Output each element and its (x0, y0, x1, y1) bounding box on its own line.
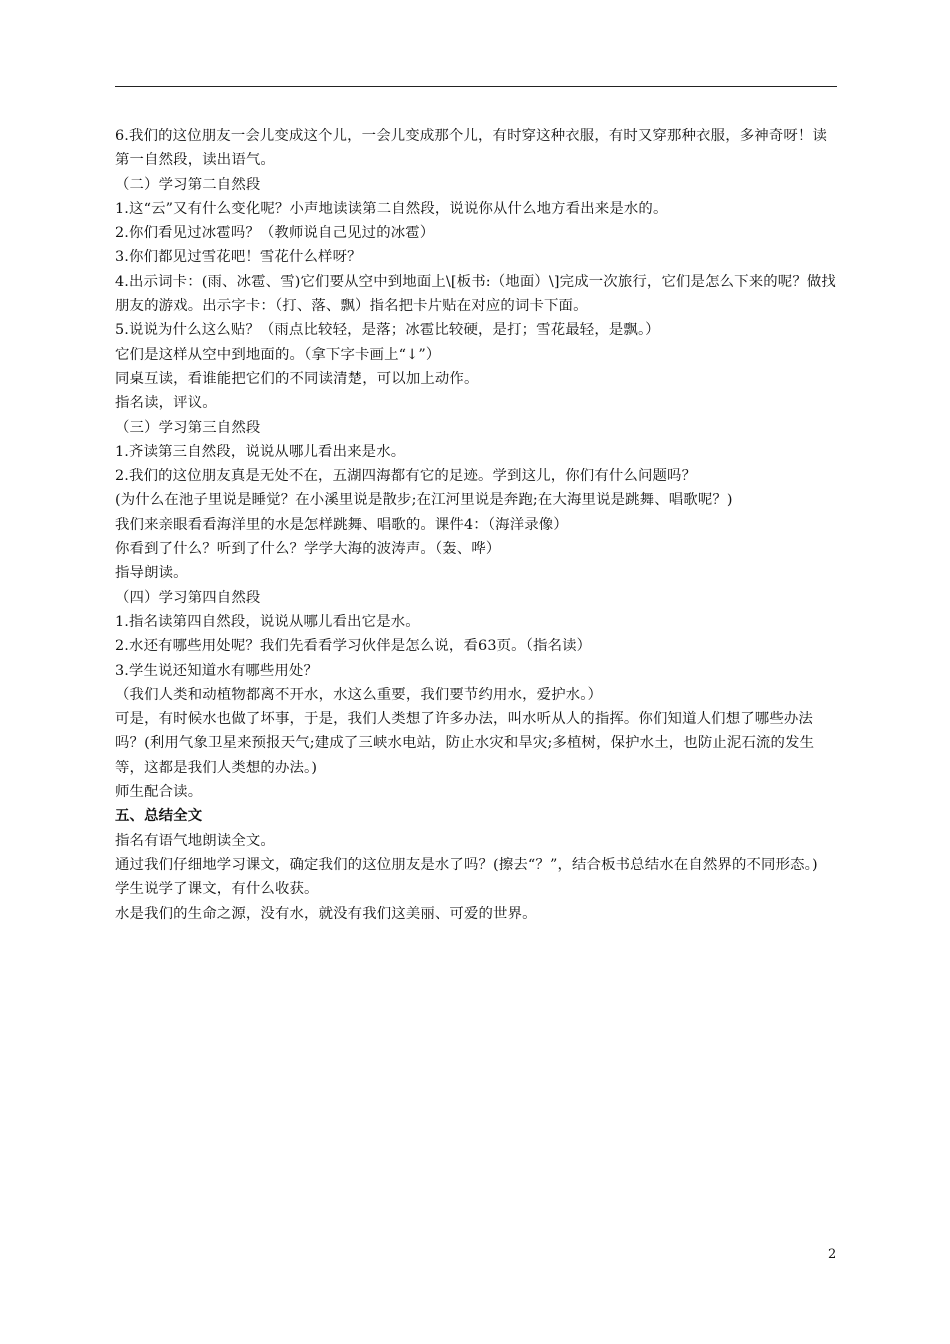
paragraph: 指导朗读。 (115, 565, 188, 582)
paragraph: （二）学习第二自然段 (115, 176, 261, 193)
paragraph: 2.我们的这位朋友真是无处不在，五湖四海都有它的足迹。学到这儿，你们有什么问题吗？ (115, 468, 697, 485)
paragraph: 2.你们看见过冰雹吗？（教师说自己见过的冰雹） (115, 225, 435, 242)
paragraph: 它们是这样从空中到地面的。（拿下字卡画上“↓”） (115, 346, 441, 363)
paragraph: （三）学习第三自然段 (115, 419, 261, 436)
paragraph: 通过我们仔细地学习课文，确定我们的这位朋友是水了吗？(擦去“？”，结合板书总结水在自然界的不同形态。) (115, 856, 818, 873)
paragraph: 3.你们都见过雪花吧！雪花什么样呀？ (115, 249, 362, 266)
header-rule (115, 86, 837, 87)
paragraph: 师生配合读。 (115, 784, 203, 801)
paragraph: （我们人类和动植物都离不开水，水这么重要，我们要节约用水，爱护水。） (115, 686, 603, 703)
paragraph: 1.指名读第四自然段，说说从哪儿看出它是水。 (115, 613, 420, 630)
document-body (115, 124, 837, 926)
paragraph: 2.水还有哪些用处呢？我们先看看学习伙伴是怎么说，看63页。（指名读） (115, 638, 592, 655)
paragraph: 5.说说为什么这么贴？（雨点比较轻，是落；冰雹比较硬，是打；雪花最轻，是飘。） (115, 322, 660, 339)
paragraph: (为什么在池子里说是睡觉？在小溪里说是散步;在江河里说是奔跑;在大海里说是跳舞、唱歌呢？) (115, 492, 733, 509)
paragraph: 指名读，评议。 (115, 395, 217, 412)
paragraph: 学生说学了课文，有什么收获。 (115, 881, 319, 898)
paragraph: 指名有语气地朗读全文。 (115, 832, 275, 849)
paragraph: 水是我们的生命之源，没有水，就没有我们这美丽、可爱的世界。 (115, 905, 537, 922)
paragraph: 6.我们的这位朋友一会儿变成这个儿，一会儿变成那个儿，有时穿这种衣服，有时又穿那种衣服，多神奇呀！读第一自然段，读出语气。 (115, 128, 827, 169)
paragraph: 3.学生说还知道水有哪些用处？ (115, 662, 319, 679)
page-number: 2 (828, 1247, 837, 1262)
paragraph: 同桌互读，看谁能把它们的不同读清楚，可以加上动作。 (115, 370, 479, 387)
paragraph: （四）学习第四自然段 (115, 589, 261, 606)
section-heading: 五、总结全文 (115, 808, 203, 825)
paragraph: 1.齐读第三自然段，说说从哪儿看出来是水。 (115, 443, 406, 460)
paragraph: 1.这“云”又有什么变化呢？小声地读读第二自然段，说说你从什么地方看出来是水的。 (115, 200, 668, 217)
paragraph: 我们来亲眼看看海洋里的水是怎样跳舞、唱歌的。课件4：（海洋录像） (115, 516, 568, 533)
paragraph: 可是，有时候水也做了坏事，于是，我们人类想了许多办法，叫水听从人的指挥。你们知道人们想了哪些办法吗？(利用气象卫星来预报天气;建成了三峡水电站，防止水灾和旱灾;多植树，保护水土，也防止泥石流的发生等，这都是我们人类想的办法。) (115, 711, 815, 776)
paragraph: 4.出示词卡：(雨、冰雹、雪)它们要从空中到地面上\[板书:（地面）\]完成一次旅行，它们是怎么下来的呢？做找朋友的游戏。出示字卡：（打、落、飘）指名把卡片贴在对应的词卡下面。 (115, 273, 836, 315)
paragraph: 你看到了什么？听到了什么？学学大海的波涛声。（轰、哗） (115, 541, 501, 558)
